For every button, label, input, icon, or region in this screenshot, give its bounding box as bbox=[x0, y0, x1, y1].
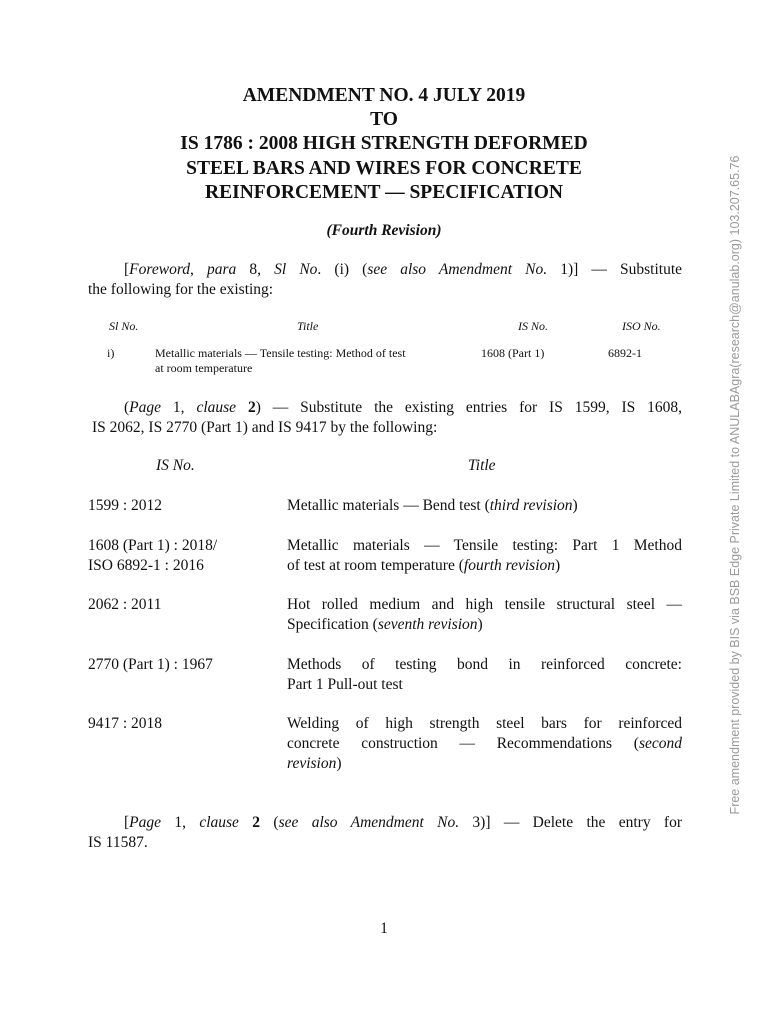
title-line: STEEL BARS AND WIRES FOR CONCRETE bbox=[186, 157, 582, 179]
title-line: IS 1786 : 2008 HIGH STRENGTH DEFORMED bbox=[180, 133, 588, 155]
list-header-is-no: IS No. bbox=[156, 457, 195, 474]
entry-is-number: 1608 (Part 1) : 2018/ ISO 6892-1 : 2016 bbox=[88, 537, 218, 574]
cell-title: Metallic materials — Tensile testing: Method of test bbox=[155, 346, 406, 360]
entry-is-number: 9417 : 2018 bbox=[88, 715, 163, 732]
cell-iso-no: 6892-1 bbox=[608, 346, 642, 360]
paragraph-line: IS 11587. bbox=[88, 834, 148, 851]
foreword-amendment-paragraph bbox=[88, 260, 682, 300]
revision-label: (Fourth Revision) bbox=[326, 222, 442, 239]
paragraph-line: [Page 1, clause 2 (see also Amendment No. 3)] — Delete the entry for bbox=[124, 814, 683, 831]
entry-title: Metallic materials — Tensile testing: Part 1 Method of test at room temperature (fourth revision) bbox=[287, 537, 682, 574]
entry-title: Welding of high strength steel bars for reinforced concrete construction — Recommendations (second revision) bbox=[287, 715, 682, 772]
entry-title: Methods of testing bond in reinforced concrete: Part 1 Pull-out test bbox=[287, 656, 682, 693]
paragraph-line: [Foreword, para 8, Sl No. (i) (see also Amendment No. 1)] — Substitute bbox=[124, 261, 683, 278]
list-header-title: Title bbox=[468, 457, 496, 474]
entry-is-number: 2770 (Part 1) : 1967 bbox=[88, 656, 213, 673]
title-line: AMENDMENT NO. 4 JULY 2019 bbox=[242, 85, 526, 106]
document-title bbox=[0, 84, 768, 205]
title-line: REINFORCEMENT — SPECIFICATION bbox=[205, 181, 563, 203]
page-number: 1 bbox=[380, 920, 388, 937]
entry-title: Metallic materials — Bend test (third revision) bbox=[287, 497, 578, 514]
cell-is-no: 1608 (Part 1) bbox=[481, 346, 545, 360]
column-header-sl-no: Sl No. bbox=[109, 319, 139, 333]
clause-2-amendment-paragraph bbox=[88, 398, 682, 438]
column-header-is-no: IS No. bbox=[518, 319, 548, 333]
entry-title: Hot rolled medium and high tensile structural steel — Specification (seventh revision) bbox=[287, 596, 682, 633]
title-line: TO bbox=[370, 109, 398, 131]
cell-sl-no: i) bbox=[107, 346, 115, 360]
paragraph-line: the following for the existing: bbox=[88, 281, 274, 298]
paragraph-line: (Page 1, clause 2) — Substitute the existing entries for IS 1599, IS 1608, bbox=[124, 399, 683, 416]
entry-is-number: 2062 : 2011 bbox=[88, 596, 162, 613]
entry-is-number: 1599 : 2012 bbox=[88, 497, 163, 514]
delete-entry-paragraph bbox=[88, 813, 682, 853]
column-header-title: Title bbox=[297, 319, 319, 333]
column-header-iso-no: ISO No. bbox=[622, 319, 661, 333]
cell-title-continued: at room temperature bbox=[155, 361, 253, 375]
watermark-text: Free amendment provided by BIS via BSB Edge Private Limited to ANULABAgra(research@anulab.org) 103.207.65.76 bbox=[728, 155, 742, 815]
paragraph-line: IS 2062, IS 2770 (Part 1) and IS 9417 by the following: bbox=[92, 419, 438, 436]
